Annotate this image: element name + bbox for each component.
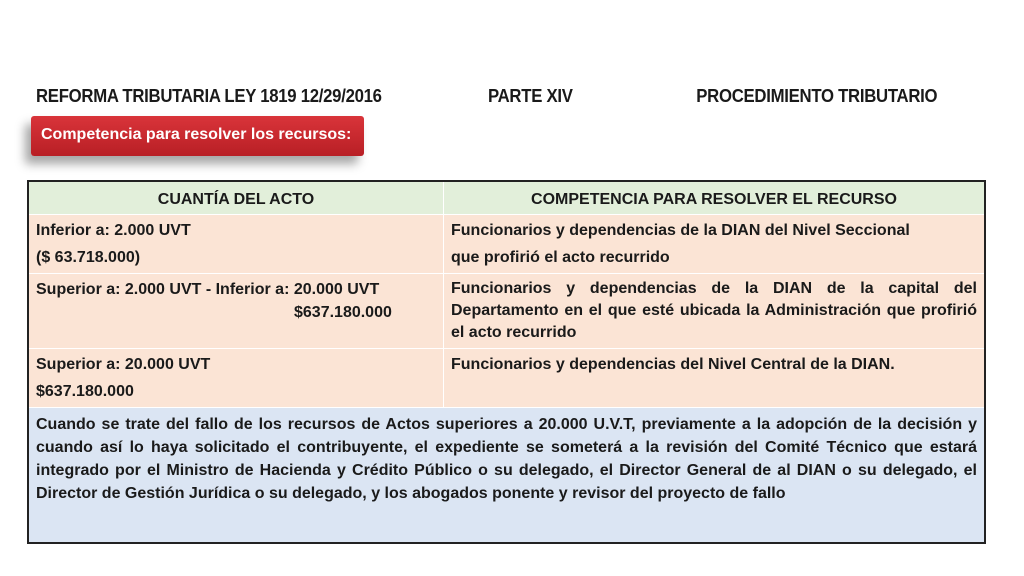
section-title-text: Competencia para resolver los recursos: xyxy=(41,126,352,143)
amount-cell xyxy=(28,274,444,349)
header-topic: PROCEDIMIENTO TRIBUTARIO xyxy=(696,86,938,106)
slide-header xyxy=(36,86,938,110)
amount-cell xyxy=(28,215,444,274)
competence-line: que profirió el acto recurrido xyxy=(451,249,670,266)
amount-limit: Superior a: 20.000 UVT xyxy=(36,356,211,373)
amount-limit: Superior a: 2.000 UVT - Inferior a: 20.000 UVT xyxy=(36,281,380,298)
note-row xyxy=(28,408,985,544)
competence-line: Funcionarios y dependencias de la DIAN del Nivel Seccional xyxy=(451,222,910,239)
col-header-competence: COMPETENCIA PARA RESOLVER EL RECURSO xyxy=(444,181,986,215)
amount-limit: Inferior a: 2.000 UVT xyxy=(36,222,191,239)
competence-table xyxy=(27,180,986,544)
amount-cell xyxy=(28,349,444,408)
table-row xyxy=(28,274,985,349)
amount-value: $637.180.000 xyxy=(294,304,392,321)
table-row xyxy=(28,215,985,274)
competence-cell: Funcionarios y dependencias del Nivel Central de la DIAN. xyxy=(444,349,986,408)
note-cell: Cuando se trate del fallo de los recursos de Actos superiores a 20.000 U.V.T, previamente a la adopción de la decisión y cuando así lo haya solicitado el contribuyente, el expediente se someterá a la revisión del Comité Técnico que estará integrado por el Ministro de Hacienda y Crédito Público o su delegado, el Director General de al DIAN o su delegado, el Director de Gestión Jurídica o su delegado, y los abogados ponente y revisor del proyecto de fallo xyxy=(28,408,985,544)
amount-value: ($ 63.718.000) xyxy=(36,249,141,266)
table-header-row xyxy=(28,181,985,215)
table-row xyxy=(28,349,985,408)
amount-value: $637.180.000 xyxy=(36,383,134,400)
col-header-amount: CUANTÍA DEL ACTO xyxy=(28,181,444,215)
header-law-title: REFORMA TRIBUTARIA LEY 1819 12/29/2016 xyxy=(36,86,382,106)
competence-cell: Funcionarios y dependencias de la DIAN de la capital del Departamento en el que esté ubicada la Administración que profirió el acto recurrido xyxy=(444,274,986,349)
section-title-badge xyxy=(31,116,364,156)
header-part: PARTE XIV xyxy=(487,86,573,106)
competence-cell xyxy=(444,215,986,274)
